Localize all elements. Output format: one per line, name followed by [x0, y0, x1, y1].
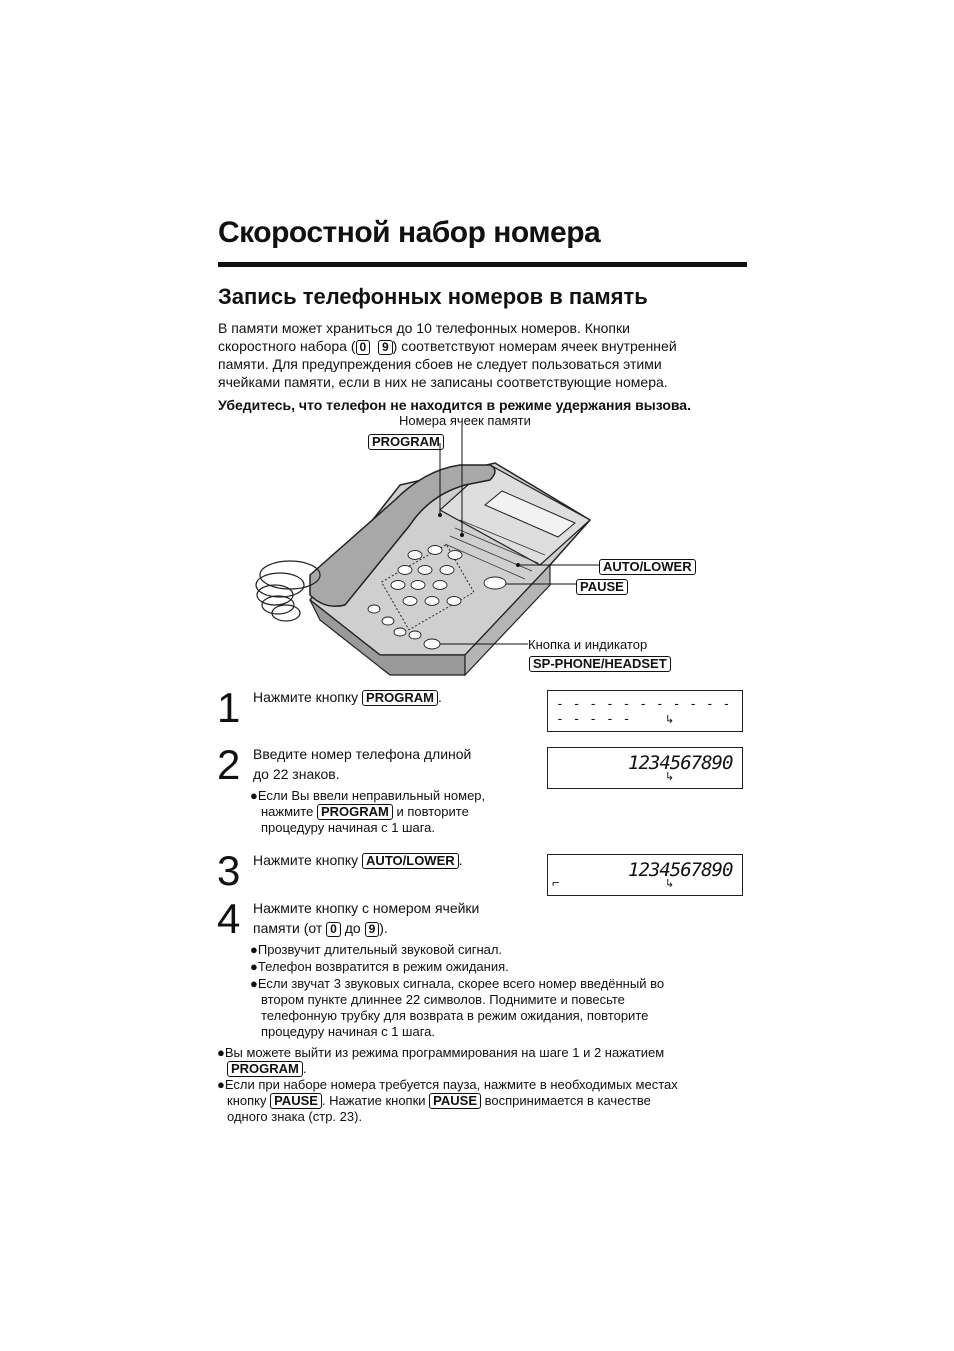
spphone-key-label: SP-PHONE/HEADSET: [529, 655, 671, 673]
warning-text: Убедитесь, что телефон не находится в режиме удержания вызова.: [218, 397, 691, 413]
step-4-text: Нажмите кнопку с номером ячейки памяти (от 0 до 9 ).: [253, 900, 480, 936]
lcd-number: 1234567890: [628, 859, 733, 881]
program-key-label: PROGRAM: [368, 433, 444, 451]
auto-lower-key: AUTO/LOWER: [362, 853, 459, 869]
key-0: 0: [356, 340, 371, 355]
program-key: PROGRAM: [362, 690, 438, 706]
spphone-indicator-label: Кнопка и индикатор: [528, 637, 648, 652]
step-number: 1: [217, 684, 241, 731]
pause-key-label: PAUSE: [576, 578, 628, 596]
cursor-arrow-icon: ↳: [665, 771, 675, 783]
step-4-bullets: ●Прозвучит длительный звуковой сигнал. ●Телефон возвратится в режим ожидания. ●Если звучат 3 звуковых сигнала, скорее всего номер введённый во втором пункте длиннее 22 символов. Поднимите и повесьте телефонную трубку для возврата в режим ожидания, повторите процедуру начиная с 1 шага.: [250, 942, 665, 1039]
page-title: Скоростной набор номера: [218, 216, 601, 249]
lcd-display-step3: [547, 854, 743, 896]
program-key: PROGRAM: [227, 1061, 303, 1077]
intro-line: ячейками памяти, если в них не записаны соответствующие номера.: [218, 374, 668, 390]
step-2-bullets: ●Если Вы ввели неправильный номер, нажмите PROGRAM и повторите процедуру начиная с 1 шага.: [250, 788, 486, 835]
intro-line: скоростного набора ( 0 9 ) соответствуют номерам ячеек внутренней: [218, 338, 677, 354]
intro-paragraph: [218, 319, 738, 391]
pause-key: PAUSE: [429, 1093, 481, 1109]
notes: ●Вы можете выйти из режима программирования на шаге 1 и 2 нажатием PROGRAM . ●Если при наборе номера требуется пауза, нажмите в необходимых местах кнопку PAUSE . Нажатие кнопки PAUSE воспринимается в качестве одного знака (стр. 23).: [217, 1045, 678, 1124]
cursor-arrow-icon: ↳: [665, 878, 675, 890]
key-9: 9: [378, 340, 393, 355]
step-number: 3: [217, 847, 241, 894]
auto-lower-key-label: AUTO/LOWER: [599, 558, 696, 576]
key-0: 0: [326, 922, 341, 937]
key-9: 9: [365, 922, 380, 937]
lcd-number: 1234567890: [628, 752, 733, 774]
lcd-display-step2: [547, 747, 743, 789]
lcd-dashes: - - - - - - - - - - - - - - - -: [556, 697, 731, 727]
intro-line: памяти. Для предупреждения сбоев не следует пользоваться этими: [218, 356, 662, 372]
intro-line: В памяти может храниться до 10 телефонных номеров. Кнопки: [218, 320, 630, 336]
section-title: Запись телефонных номеров в память: [218, 284, 648, 309]
telephone-illustration: [250, 425, 710, 685]
lcd-display-step1: [547, 690, 743, 732]
cursor-arrow-icon: ↳: [665, 714, 675, 726]
lower-indicator-icon: ⌐: [552, 875, 560, 890]
step-number: 2: [217, 741, 241, 788]
step-2-text: Введите номер телефона длиной до 22 знаков.: [253, 746, 472, 782]
memory-cells-label: Номера ячеек памяти: [399, 413, 531, 428]
pause-key: PAUSE: [270, 1093, 322, 1109]
step-number: 4: [217, 895, 241, 942]
title-rule: [218, 262, 747, 267]
step-3-text: Нажмите кнопку AUTO/LOWER .: [253, 852, 463, 868]
step-1-text: Нажмите кнопку PROGRAM .: [253, 689, 442, 705]
program-key: PROGRAM: [317, 804, 393, 820]
